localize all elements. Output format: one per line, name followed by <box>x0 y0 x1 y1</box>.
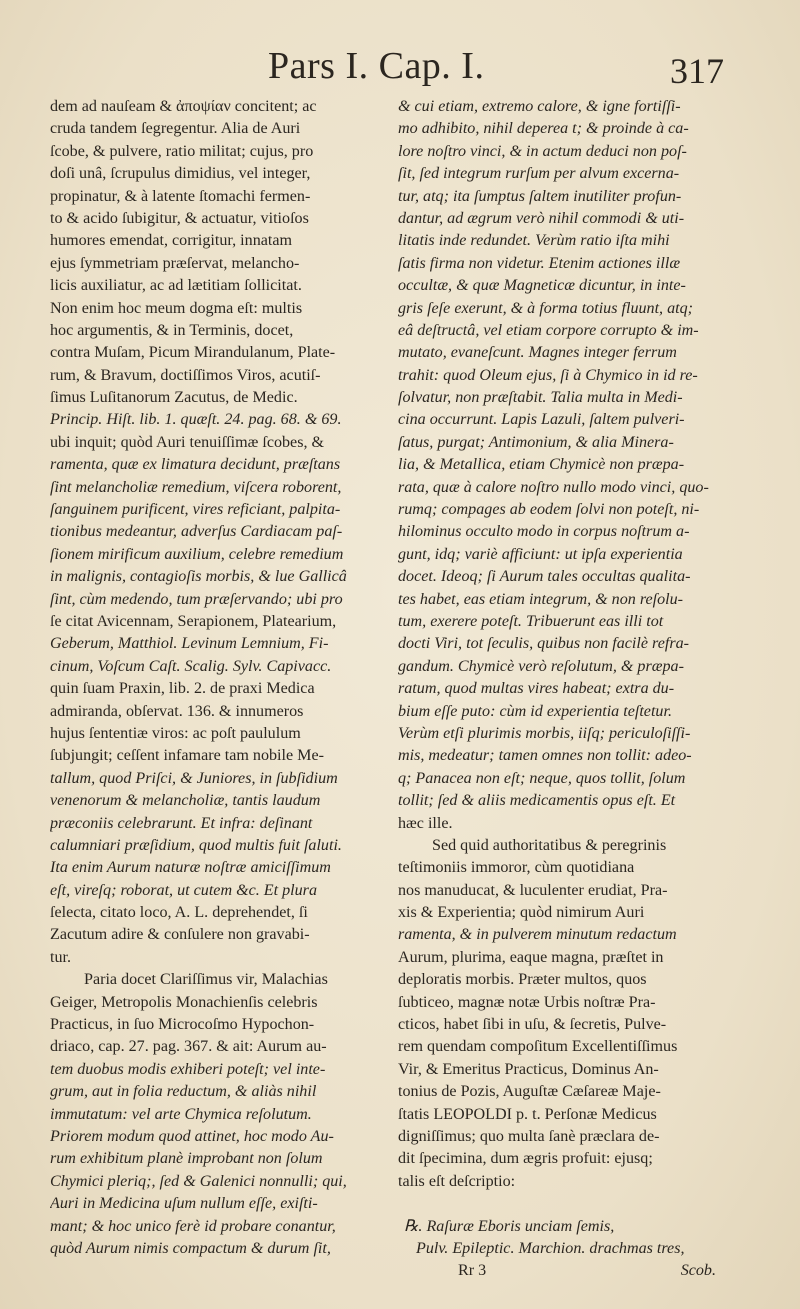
text-line: Pulv. Epileptic. Marchion. drachmas tres, <box>416 1239 685 1257</box>
text-line: rum exhibitum planè improbant non ſolum <box>50 1150 323 1168</box>
text-line: Auri in Medicina uſum nullum eſſe, exiſti- <box>50 1195 318 1213</box>
text-line: Princip. Hiſt. lib. 1. quæſt. 24. pag. 68. & 69. <box>50 411 342 429</box>
text-line: calumniari præſidium, quod multis fuit ſaluti. <box>50 836 342 854</box>
text-line: ſtatis LEOPOLDI p. t. Perſonæ Medicus <box>398 1105 657 1123</box>
text-line: quòd Aurum nimis compactum & durum ſit, <box>50 1239 331 1257</box>
text-line: hilominus occulto modo in corpus noſtrum a- <box>398 523 690 541</box>
catchword: Scob. <box>680 1262 716 1280</box>
text-line: hæc ille. <box>398 814 453 832</box>
text-line: dem ad nauſeam & ἀποψίαν concitent; ac <box>50 98 317 115</box>
text-line: ſubjungit; ceſſent infamare tam nobile Me- <box>50 747 324 765</box>
text-line: cina occurrunt. Lapis Lazuli, ſaltem pulveri- <box>398 411 685 429</box>
left-column <box>50 96 375 1260</box>
text-line: ſatus, purgat; Antimonium, & alia Minera- <box>398 433 674 451</box>
text-line: gandum. Chymicè verò reſolutum, & præpa- <box>398 657 684 675</box>
text-line: Sed quid authoritatibus & peregrinis <box>432 836 667 854</box>
text-line: rum, & Bravum, doctiſſimos Viros, acutiſ- <box>50 366 321 384</box>
text-line: immutatum: vel arte Chymica reſolutum. <box>50 1105 312 1123</box>
text-line: ramenta, & in pulverem minutum redactum <box>398 926 677 944</box>
text-line: tem duobus modis exhiberi poteſt; vel inte- <box>50 1060 326 1078</box>
text-line: cticos, habet ſibi in uſu, & ſecretis, Pulve- <box>398 1016 667 1034</box>
text-line: trahit: quod Oleum ejus, ſi à Chymico in id re- <box>398 366 698 384</box>
text-line: venenorum & melancholiæ, tantis laudum <box>50 792 321 810</box>
text-line: in malignis, contagioſis morbis, & lue Gallicâ <box>50 568 347 586</box>
text-line: ſint melancholiæ remedium, viſcera roborent, <box>50 478 342 496</box>
text-line: Chymici pleriq;, ſed & Galenici nonnulli; qui, <box>50 1172 347 1190</box>
text-line: litatis inde redundet. Verùm ratio iſta mihi <box>398 232 670 250</box>
text-line: bium eſſe puto: cùm id experientia teſtetur. <box>398 702 672 720</box>
text-line: Non enim hoc meum dogma eſt: multis <box>50 299 303 317</box>
text-line: driaco, cap. 27. pag. 367. & ait: Aurum au- <box>50 1038 327 1056</box>
text-line: Priorem modum quod attinet, hoc modo Au- <box>50 1127 334 1145</box>
text-line: occultæ, & quæ Magneticæ dicuntur, in inte- <box>398 277 686 295</box>
text-line: docet. Ideoq; ſi Aurum tales occultas qualita- <box>398 568 691 586</box>
text-line: eſt, vireſq; roborat, ut cutem &c. Et plura <box>50 881 317 899</box>
text-line: hujus ſententiæ viros: ac poſt paululum <box>50 724 301 742</box>
text-line: mo adhibito, nihil deperea t; & proinde à ca- <box>398 120 689 138</box>
text-line: teſtimoniis immoror, cùm quotidiana <box>398 859 635 877</box>
text-line: grum, aut in folia reductum, & aliàs nihil <box>50 1083 317 1101</box>
text-line: rata, quæ à calore noſtro nullo modo vinci, quo- <box>398 478 709 496</box>
text-line: admiranda, obſervat. 136. & innumeros <box>50 702 304 720</box>
text-line: mutato, evaneſcunt. Magnes integer ferrum <box>398 344 677 362</box>
text-line: lore noſtro vinci, & in actum deduci non poſ- <box>398 142 687 160</box>
text-line: tollit; ſed & aliis medicamentis opus eſt. Et <box>398 792 676 810</box>
text-line: ſimus Luſitanorum Zacutus, de Medic. <box>50 389 298 407</box>
text-line: to & acido ſubigitur, & actuatur, vitioſos <box>50 209 309 227</box>
text-line: rem quendam compoſitum Excellentiſſimus <box>398 1038 678 1056</box>
text-line: ramenta, quæ ex limatura decidunt, præſtans <box>50 456 341 474</box>
text-line: tionibus medeantur, adverſus Cardiacam paſ- <box>50 523 343 541</box>
text-line: deploratis morbis. Præter multos, quos <box>398 971 647 989</box>
text-line: Verùm etſi plurimis morbis, iiſq; periculoſiſſi- <box>398 724 691 742</box>
text-line: ſanguinem purificent, vires reficiant, palpita- <box>50 501 341 519</box>
text-line: docti Viri, tot ſeculis, quibus non facilè refra- <box>398 635 689 653</box>
text-line: mis, medeatur; tamen omnes non tollit: adeo- <box>398 747 692 765</box>
text-line: dantur, ad ægrum verò nihil commodi & uti- <box>398 209 685 227</box>
text-line: nos manuducat, & luculenter erudiat, Pra- <box>398 881 668 899</box>
text-line: q; Panacea non eſt; neque, quos tollit, ſolum <box>398 769 686 787</box>
text-line <box>398 1193 716 1215</box>
text-line: Practicus, in ſuo Microcoſmo Hypochon- <box>50 1016 315 1034</box>
running-title: Pars I. Cap. I. <box>268 45 485 87</box>
text-line: ſubticeo, magnæ notæ Urbis noſtræ Pra- <box>398 993 656 1011</box>
right-column <box>398 96 716 1283</box>
text-line: Paria docet Clariſſimus vir, Malachias <box>84 971 328 989</box>
text-line: præconiis celebrarunt. Et infra: deſinant <box>50 814 313 832</box>
text-line: & cui etiam, extremo calore, & igne fortiſſi- <box>398 98 681 115</box>
text-line: ubi inquit; quòd Auri tenuiſſimæ ſcobes, & <box>50 433 325 451</box>
text-line: Vir, & Emeritus Practicus, Dominus An- <box>398 1060 659 1078</box>
text-line: ſatis firma non videtur. Etenim actiones illæ <box>398 254 681 272</box>
text-line: gris ſeſe exerunt, & à forma totius fluunt, atq; <box>398 299 694 317</box>
text-line: dit ſpecimina, dum ægris profuit: ejusq; <box>398 1150 653 1168</box>
text-line: propinatur, & à latente ſtomachi fermen- <box>50 187 311 205</box>
text-line: talis eſt deſcriptio: <box>398 1172 516 1190</box>
text-line: Ita enim Aurum naturæ noſtræ amiciſſimum <box>50 859 331 877</box>
text-line: Zacutum adire & conſulere non gravabi- <box>50 926 310 944</box>
text-line: doſi unâ, ſcrupulus dimidius, vel integer, <box>50 165 311 183</box>
text-line: hoc argumentis, & in Terminis, docet, <box>50 321 294 339</box>
text-line: lia, & Metallica, etiam Chymicè non præpa- <box>398 456 685 474</box>
text-line: Geberum, Matthiol. Levinum Lemnium, Fi- <box>50 635 329 653</box>
text-line: mant; & hoc unico ferè id probare conantur, <box>50 1217 336 1235</box>
text-line: ſint, cùm medendo, tum præſervando; ubi pro <box>50 590 343 608</box>
text-line: xis & Experientia; quòd nimirum Auri <box>398 904 645 922</box>
text-line: gunt, idq; variè afficiunt: ut ipſa experientia <box>398 545 683 563</box>
text-line: tur, atq; ita ſumptus ſaltem inutiliter profun- <box>398 187 682 205</box>
page-number: 317 <box>670 51 724 91</box>
text-line: tes habet, eas etiam integrum, & non reſolu- <box>398 590 684 608</box>
text-line: ſe citat Avicennam, Serapionem, Platearium, <box>50 612 337 630</box>
text-line: ratum, quod multas vires habeat; extra du- <box>398 680 675 698</box>
text-line: cinum, Voſcum Caſt. Scalig. Sylv. Capivacc. <box>50 657 332 675</box>
text-line: eâ deſtructâ, vel etiam corpore corrupto & im- <box>398 321 699 339</box>
text-line: ſelecta, citato loco, A. L. deprehendet, ſi <box>50 904 308 922</box>
text-line: ſionem mirificum auxilium, celebre remedium <box>50 545 344 563</box>
text-line: contra Muſam, Picum Mirandulanum, Plate- <box>50 344 336 362</box>
text-line: ſolvatur, non præſtabit. Talia multa in Medi- <box>398 389 683 407</box>
text-line: cruda tandem ſegregentur. Alia de Auri <box>50 120 301 138</box>
text-line: Geiger, Metropolis Monachienſis celebris <box>50 993 318 1011</box>
text-line: licis auxiliatur, ac ad lætitiam ſollicitat. <box>50 277 302 295</box>
text-line: humores emendat, corrigitur, innatam <box>50 232 293 250</box>
footer-line <box>398 1260 716 1282</box>
text-line: digniſſimus; quo multa ſanè præclara de- <box>398 1127 660 1145</box>
text-line: tallum, quod Priſci, & Juniores, in ſubſidium <box>50 769 338 787</box>
text-line: ſcobe, & pulvere, ratio militat; cujus, pro <box>50 142 314 160</box>
text-line: tum, exerere poteſt. Tribuerunt eas illi tot <box>398 612 664 630</box>
text-line: ejus ſymmetriam præſervat, melancho- <box>50 254 300 272</box>
text-line: tur. <box>50 948 72 966</box>
signature-mark: Rr 3 <box>458 1262 487 1280</box>
text-line: rumq; compages ab eodem ſolvi non poteſt, ni- <box>398 501 700 519</box>
text-line: ℞. Raſuræ Eboris unciam ſemis, <box>404 1217 615 1235</box>
text-line: quin ſuam Praxin, lib. 2. de praxi Medica <box>50 680 315 698</box>
page-header <box>0 44 800 92</box>
text-line: ſit, ſed integrum rurſum per alvum excerna- <box>398 165 680 183</box>
text-line: Aurum, plurima, eaque magna, præſtet in <box>398 948 664 966</box>
text-line: tonius de Pozis, Auguſtæ Cæſareæ Maje- <box>398 1083 661 1101</box>
